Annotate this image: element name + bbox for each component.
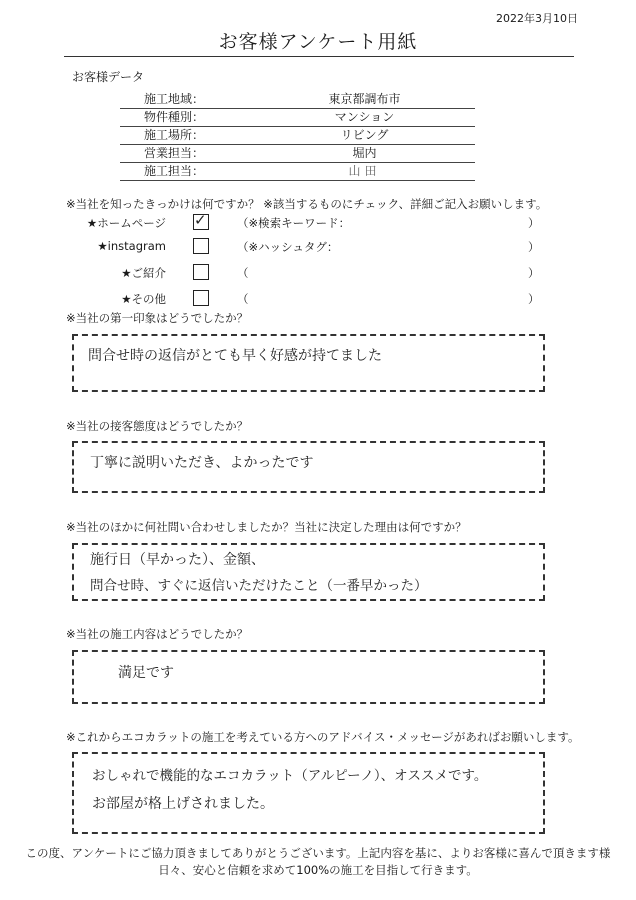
checkbox-homepage[interactable] [193, 211, 209, 230]
checkbox-referral[interactable] [193, 264, 209, 280]
footer-message [0, 845, 636, 879]
answer-service-attitude: 丁寧に説明いただき、よかったです [90, 455, 314, 471]
customer-data-label: お客様データ [72, 70, 145, 84]
answer-first-impression: 問合せ時の返信がとても早く好感が持てました [88, 348, 382, 364]
data-key: 物件種別： [144, 110, 205, 124]
title-underline [64, 56, 574, 57]
option-label: ★ご紹介 [121, 266, 166, 280]
option-close: ） [528, 240, 540, 254]
option-detail: （ [237, 266, 249, 280]
footer-line-2: 日々、安心と信頼を求めて100%の施工を目指して行きます。 [158, 863, 478, 877]
data-row-location [120, 127, 475, 145]
answer-construction-quality: 満足です [118, 665, 174, 681]
data-key: 営業担当： [144, 146, 205, 160]
question-service-attitude: ※当社の接客態度はどうでしたか？ [66, 419, 249, 433]
answer-other-companies-line2: 問合せ時、すぐに返信いただけたこと（一番早かった） [90, 578, 428, 594]
option-homepage [0, 213, 636, 233]
question-other-companies: ※当社のほかに何社問い合わせしましたか？当社に決定した理由は何ですか？ [66, 520, 467, 534]
data-key: 施工地域： [144, 92, 205, 106]
data-row-installer [120, 163, 475, 181]
data-value: マンション [334, 110, 395, 124]
data-key: 施工担当： [144, 164, 205, 178]
answer-other-companies-line1: 施行日（早かった）、金額、 [90, 552, 265, 568]
footer-line-1: この度、アンケートにご協力頂きましてありがとうございます。上記内容を基に、よりお客様に喜んで頂きます様 [25, 846, 611, 860]
question-first-impression: ※当社の第一印象はどうでしたか？ [66, 311, 249, 325]
data-value: リビング [340, 128, 389, 142]
data-row-sales-rep [120, 145, 475, 163]
option-label: ★instagram [97, 239, 166, 253]
option-other [0, 289, 636, 309]
data-key: 施工場所： [144, 128, 205, 142]
option-close: ） [528, 216, 540, 230]
customer-data-table [120, 91, 475, 181]
option-detail: （※検索キーワード： [237, 216, 351, 230]
question-construction-quality: ※当社の施工内容はどうでしたか？ [66, 627, 249, 641]
checkbox-instagram[interactable] [193, 238, 209, 254]
option-detail: （※ハッシュタグ： [237, 240, 339, 254]
option-close: ） [528, 292, 540, 306]
data-row-area [120, 91, 475, 109]
data-row-property-type [120, 109, 475, 127]
checkmark-icon: ✓ [194, 211, 207, 229]
option-close: ） [528, 266, 540, 280]
option-label: ★その他 [121, 292, 166, 306]
survey-date: 2022年3月10日 [496, 12, 578, 25]
option-referral [0, 263, 636, 283]
question-advice-message: ※これからエコカラットの施工を考えている方へのアドバイス・メッセージがあればお願いします。 [66, 730, 580, 744]
option-detail: （ [237, 292, 249, 306]
data-value-handwritten: 山田 [348, 164, 381, 178]
answer-advice-line2: お部屋が格上げされました。 [92, 796, 274, 812]
answer-advice-line1: おしゃれで機能的なエコカラット（アルピーノ）、オススメです。 [92, 768, 488, 784]
page-title: お客様アンケート用紙 [218, 31, 418, 53]
option-label: ★ホームページ [86, 216, 166, 230]
question-how-found: ※当社を知ったきっかけは何ですか？ ※該当するものにチェック、詳細ご記入お願いします。 [66, 197, 548, 211]
checkbox-other[interactable] [193, 290, 209, 306]
option-instagram [0, 237, 636, 257]
data-value: 堀内 [352, 146, 377, 160]
data-value: 東京都調布市 [328, 92, 401, 106]
